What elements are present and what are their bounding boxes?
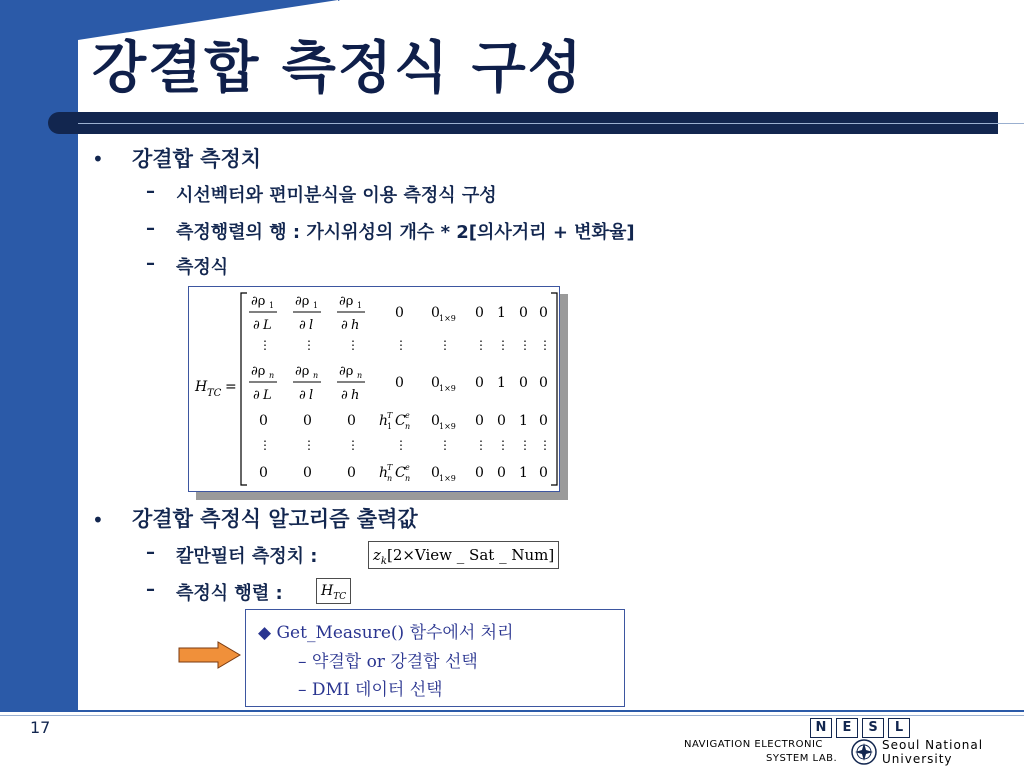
svg-text:1: 1 xyxy=(519,413,528,429)
svg-text:0: 0 xyxy=(259,413,268,429)
svg-text:∂ρ: ∂ρ xyxy=(339,294,354,309)
bullet-1-sub-2: 측정행렬의 행 : 가시위성의 개수 * 2[의사거리 + 변화율] xyxy=(176,222,635,243)
svg-text:n: n xyxy=(357,371,363,380)
svg-text:0: 0 xyxy=(539,375,548,391)
svg-text:∂: ∂ xyxy=(341,318,348,333)
svg-text:T: T xyxy=(387,411,393,420)
svg-text:0: 0 xyxy=(519,375,528,391)
svg-text:∂: ∂ xyxy=(299,388,306,403)
svg-text:1: 1 xyxy=(497,305,506,321)
svg-text:⋮: ⋮ xyxy=(519,438,531,452)
svg-text:⋮: ⋮ xyxy=(475,338,487,352)
svg-text:1×9: 1×9 xyxy=(439,314,456,323)
z-subscript: k xyxy=(380,556,387,567)
university-name-line-2: University xyxy=(882,752,953,766)
svg-text:h: h xyxy=(379,465,389,481)
z-vector-equation xyxy=(368,541,559,569)
svg-text:⋮: ⋮ xyxy=(519,338,531,352)
svg-text:∂ρ: ∂ρ xyxy=(295,294,310,309)
svg-text:T: T xyxy=(387,463,393,472)
slide-title: 강결합 측정식 구성 xyxy=(92,36,584,101)
svg-text:1×9: 1×9 xyxy=(439,384,456,393)
svg-text:TC: TC xyxy=(207,388,222,399)
svg-text:⋮: ⋮ xyxy=(497,438,509,452)
svg-text:⋮: ⋮ xyxy=(347,438,359,452)
svg-text:L: L xyxy=(263,388,272,403)
svg-text:⋮: ⋮ xyxy=(539,338,551,352)
left-decor-band xyxy=(0,0,78,710)
svg-text:⋮: ⋮ xyxy=(259,338,271,352)
htc-subscript: TC xyxy=(333,591,347,602)
svg-text:0: 0 xyxy=(431,375,440,391)
svg-text:0: 0 xyxy=(497,465,506,481)
svg-text:∂: ∂ xyxy=(253,388,260,403)
svg-text:⋮: ⋮ xyxy=(303,438,315,452)
svg-text:n: n xyxy=(405,474,411,483)
svg-text:∂ρ: ∂ρ xyxy=(339,364,354,379)
svg-text:⋮: ⋮ xyxy=(439,438,451,452)
svg-text:1×9: 1×9 xyxy=(439,474,456,483)
logo-letter: N xyxy=(810,718,832,738)
svg-text:⋮: ⋮ xyxy=(395,438,407,452)
svg-text:1: 1 xyxy=(357,301,363,310)
svg-text:⋮: ⋮ xyxy=(475,438,487,452)
svg-text:0: 0 xyxy=(303,413,312,429)
svg-text:∂ρ: ∂ρ xyxy=(251,364,266,379)
bullet-2-sub-2: 측정식 행렬 : xyxy=(176,583,283,604)
sub-bullet-dash: – xyxy=(146,542,155,563)
htc-letter: H xyxy=(321,583,334,599)
svg-text:e: e xyxy=(405,463,410,472)
bullet-1-text: 강결합 측정치 xyxy=(132,147,262,171)
svg-text:0: 0 xyxy=(497,413,506,429)
svg-text:H: H xyxy=(195,379,208,395)
lab-name-line-2: SYSTEM LAB. xyxy=(766,753,838,764)
svg-text:⋮: ⋮ xyxy=(497,338,509,352)
note-line-2: – 약결합 or 강결합 선택 xyxy=(298,652,478,672)
svg-text:0: 0 xyxy=(475,465,484,481)
svg-text:1: 1 xyxy=(269,301,275,310)
svg-text:⋮: ⋮ xyxy=(539,438,551,452)
lab-name-line-1: NAVIGATION ELECTRONIC xyxy=(684,739,823,750)
note-line-3: – DMI 데이터 선택 xyxy=(298,680,443,700)
bullet-2-sub-1: 칼만필터 측정치 : xyxy=(176,546,318,567)
logo-letter: S xyxy=(862,718,884,738)
z-symbol: z xyxy=(373,546,381,564)
footer-line-thin xyxy=(0,715,1024,716)
svg-text:0: 0 xyxy=(539,413,548,429)
svg-text:∂ρ: ∂ρ xyxy=(295,364,310,379)
svg-text:1×9: 1×9 xyxy=(439,422,456,431)
svg-text:0: 0 xyxy=(475,413,484,429)
svg-text:∂: ∂ xyxy=(253,318,260,333)
measurement-matrix-equation xyxy=(189,287,561,493)
svg-text:0: 0 xyxy=(395,305,404,321)
svg-text:0: 0 xyxy=(347,413,356,429)
bullet-1-sub-1: 시선벡터와 편미분식을 이용 측정식 구성 xyxy=(176,185,497,206)
svg-text:0: 0 xyxy=(431,465,440,481)
svg-text:h: h xyxy=(351,388,360,403)
right-arrow-icon xyxy=(178,641,242,669)
svg-text:0: 0 xyxy=(431,413,440,429)
bullet-dot: • xyxy=(92,508,104,532)
svg-text:⋮: ⋮ xyxy=(439,338,451,352)
htc-matrix-symbol xyxy=(316,578,351,604)
svg-text:h: h xyxy=(379,413,389,429)
svg-text:l: l xyxy=(309,388,314,403)
svg-text:=: = xyxy=(225,379,237,395)
svg-text:⋮: ⋮ xyxy=(259,438,271,452)
svg-text:0: 0 xyxy=(431,305,440,321)
svg-text:e: e xyxy=(405,411,410,420)
sub-bullet-dash: – xyxy=(146,253,155,274)
svg-text:n: n xyxy=(269,371,275,380)
svg-text:L: L xyxy=(263,318,272,333)
svg-text:n: n xyxy=(405,422,411,431)
svg-text:1: 1 xyxy=(387,422,393,431)
svg-text:0: 0 xyxy=(347,465,356,481)
note-line-1: ◆ Get_Measure() 함수에서 처리 xyxy=(258,623,514,643)
svg-text:C: C xyxy=(395,413,406,429)
z-dimension: [2×View _ Sat _ Num] xyxy=(386,546,555,564)
svg-text:0: 0 xyxy=(539,305,548,321)
logo-letter: L xyxy=(888,718,910,738)
footer-line xyxy=(0,710,1024,712)
nesl-logo xyxy=(810,718,910,738)
svg-text:0: 0 xyxy=(303,465,312,481)
logo-letter: E xyxy=(836,718,858,738)
measurement-matrix-figure xyxy=(188,286,560,492)
svg-text:1: 1 xyxy=(497,375,506,391)
svg-text:0: 0 xyxy=(475,305,484,321)
svg-text:0: 0 xyxy=(539,465,548,481)
svg-text:0: 0 xyxy=(395,375,404,391)
sub-bullet-dash: – xyxy=(146,579,155,600)
svg-text:⋮: ⋮ xyxy=(303,338,315,352)
svg-text:∂: ∂ xyxy=(341,388,348,403)
title-divider-line xyxy=(78,123,1024,124)
svg-text:⋮: ⋮ xyxy=(395,338,407,352)
svg-text:∂ρ: ∂ρ xyxy=(251,294,266,309)
svg-text:0: 0 xyxy=(475,375,484,391)
bullet-1-sub-3: 측정식 xyxy=(176,257,229,278)
svg-text:l: l xyxy=(309,318,314,333)
sub-bullet-dash: – xyxy=(146,181,155,202)
svg-text:1: 1 xyxy=(313,301,319,310)
svg-text:h: h xyxy=(351,318,360,333)
svg-text:0: 0 xyxy=(519,305,528,321)
svg-text:⋮: ⋮ xyxy=(347,338,359,352)
svg-text:∂: ∂ xyxy=(299,318,306,333)
page-number: 17 xyxy=(30,718,51,737)
bullet-2-text: 강결합 측정식 알고리즘 출력값 xyxy=(132,507,418,531)
svg-text:n: n xyxy=(313,371,319,380)
svg-text:1: 1 xyxy=(519,465,528,481)
university-emblem-icon xyxy=(850,738,878,766)
bullet-dot: • xyxy=(92,147,104,171)
svg-text:C: C xyxy=(395,465,406,481)
svg-text:n: n xyxy=(387,474,393,483)
svg-text:0: 0 xyxy=(259,465,268,481)
sub-bullet-dash: – xyxy=(146,218,155,239)
university-name-line-1: Seoul National xyxy=(882,738,984,752)
